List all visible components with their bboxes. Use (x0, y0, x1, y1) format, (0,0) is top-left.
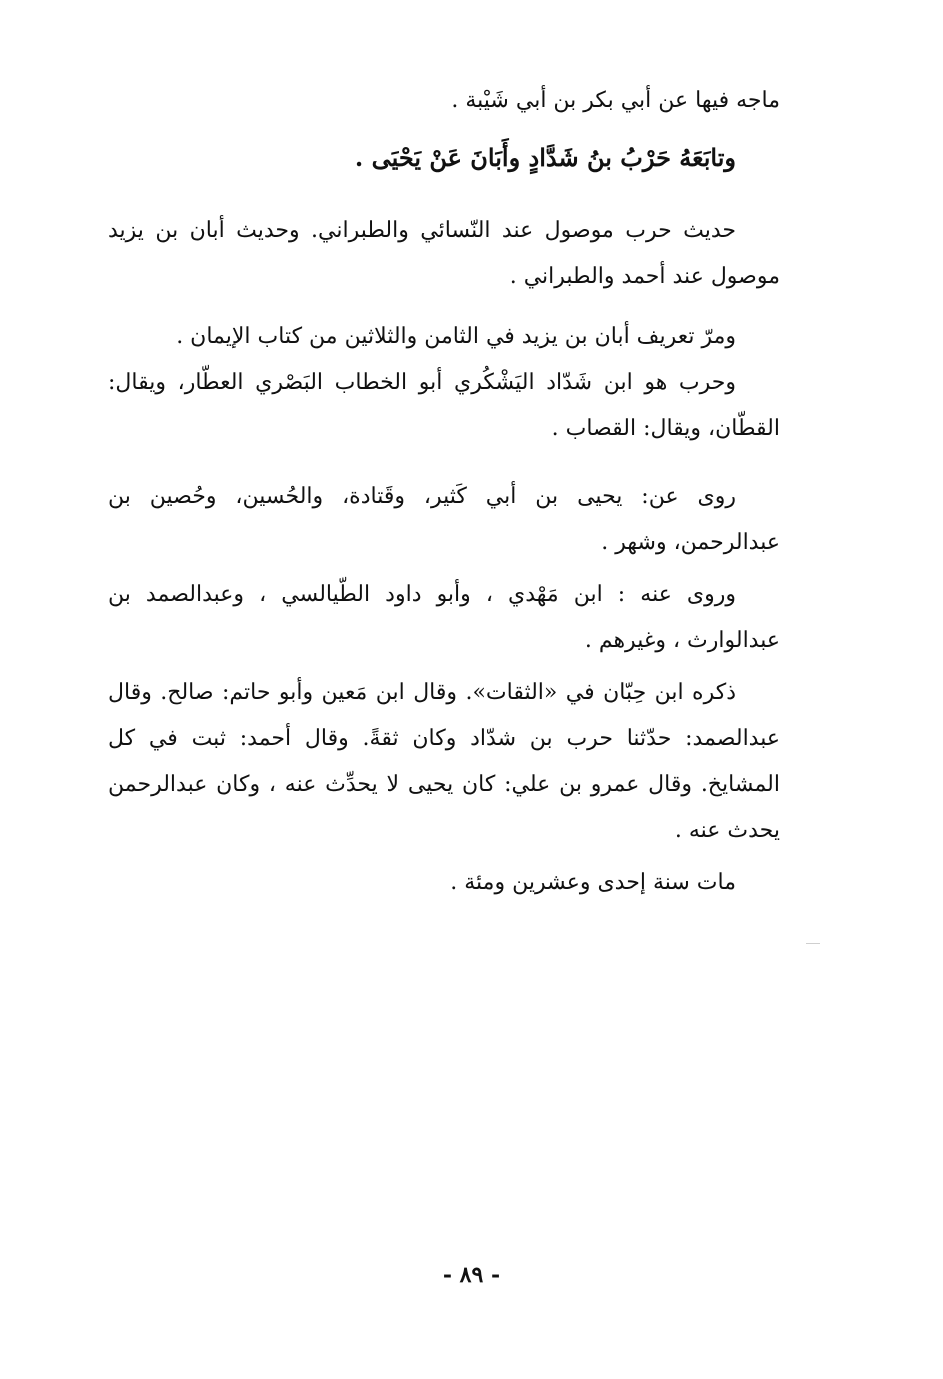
hadith-text-heading: وتابَعَهُ حَرْبُ بنُ شَدَّادٍ وأَبَانَ عَنْ يَحْيَى . (354, 143, 736, 172)
page-body (108, 78, 780, 906)
paragraph-hadith-connection: حديث حرب موصول عند النّسائي والطبراني. وحديث أبان بن يزيد موصول عند أحمد والطبراني . (108, 218, 780, 289)
page-number: - ٨٩ - (442, 1262, 501, 1288)
paragraph-aban-reference: ومرّ تعريف أبان بن يزيد في الثامن والثلاثين من كتاب الإيمان . (176, 324, 736, 349)
paragraph-death-year: مات سنة إحدى وعشرين ومئة . (450, 870, 736, 895)
paragraph-continuation: ماجه فيها عن أبي بكر بن أبي شَيْبة . (451, 88, 780, 113)
margin-mark (806, 943, 820, 944)
paragraph-harb-identity: وحرب هو ابن شَدّاد اليَشْكُري أبو الخطاب البَصْري العطّار، ويقال: القطّان، ويقال: القصاب . (108, 370, 780, 441)
paragraph-evaluations: ذكره ابن حِبّان في «الثقات». وقال ابن مَعين وأبو حاتم: صالح. وقال عبدالصمد: حدّثنا حرب بن شدّاد وكان ثقةً. وقال أحمد: ثبت في كل المشايخ. وقال عمرو بن علي: كان يحيى لا يحدِّث عنه ، وكان عبدالرحمن يحدث عنه . (108, 680, 780, 843)
paragraph-narrated-by: وروى عنه : ابن مَهْدي ، وأبو داود الطّيالسي ، وعبدالصمد بن عبدالوارث ، وغيرهم . (108, 582, 780, 653)
paragraph-narrated-from: روى عن: يحيى بن أبي كَثير، وقَتادة، والحُسين، وحُصين بن عبدالرحمن، وشهر . (108, 484, 780, 555)
